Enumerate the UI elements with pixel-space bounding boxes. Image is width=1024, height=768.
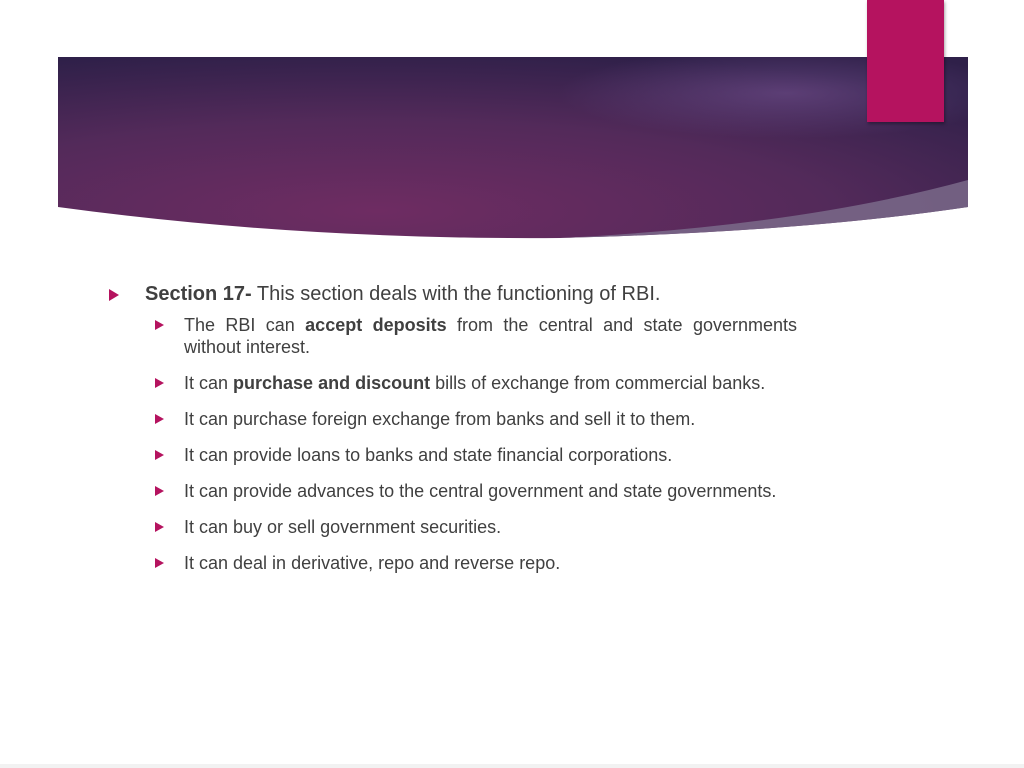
list-item: It can buy or sell government securities. [100,516,800,538]
section-title: Section 17- [145,283,252,305]
list-item: The RBI can accept deposits from the central and state governments without interest. [100,314,800,358]
triangle-right-icon [155,378,164,388]
section-intro: This section deals with the functioning of RBI. [251,283,661,305]
triangle-right-icon [155,522,164,532]
list-item: It can deal in derivative, repo and reverse repo. [100,552,800,574]
triangle-right-icon [155,414,164,424]
list-item: It can purchase and discount bills of exchange from commercial banks. [100,372,800,394]
list-item: It can purchase foreign exchange from banks and sell it to them. [100,408,800,430]
footer-divider [0,764,1024,768]
triangle-right-icon [155,558,164,568]
list-item: It can provide loans to banks and state financial corporations. [100,444,800,466]
list-item: It can provide advances to the central government and state governments. [100,480,800,502]
triangle-right-icon [155,320,164,330]
bullet-list [100,314,800,574]
slide-content [100,280,800,588]
triangle-right-icon [155,486,164,496]
triangle-right-icon [109,289,119,301]
triangle-right-icon [155,450,164,460]
accent-tab [867,0,944,122]
section-heading [100,280,800,308]
